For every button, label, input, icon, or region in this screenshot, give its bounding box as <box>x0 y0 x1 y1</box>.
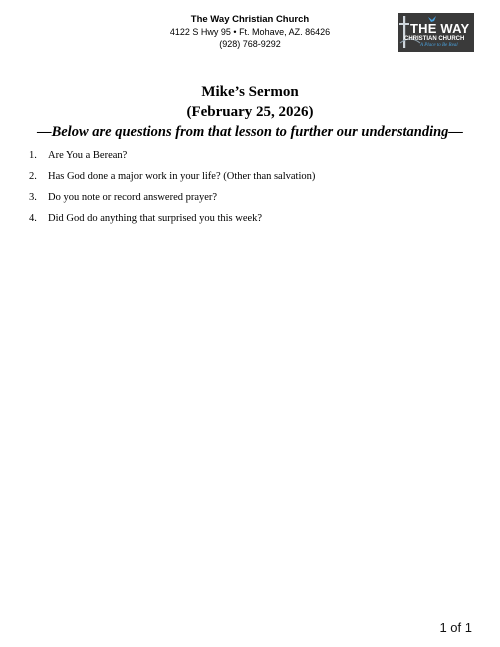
church-name: The Way Christian Church <box>190 14 310 25</box>
question-number: 1. <box>29 150 37 161</box>
sermon-title-block <box>0 82 500 142</box>
page-indicator: 1 of 1 <box>439 620 472 635</box>
list-item <box>29 170 315 191</box>
question-number: 3. <box>29 192 37 203</box>
sermon-subtitle: —Below are questions from that lesson to further our understanding— <box>37 124 463 140</box>
sermon-date: (February 25, 2026) <box>186 104 314 120</box>
question-text: Did God do anything that surprised you this week? <box>48 213 263 224</box>
logo-tagline: A Place to Be Real <box>420 43 458 48</box>
question-text: Are You a Berean? <box>48 150 128 161</box>
question-text: Has God done a major work in your life? (Other than salvation) <box>48 171 316 182</box>
question-text: Do you note or record answered prayer? <box>48 192 218 203</box>
list-item <box>29 212 315 233</box>
logo-title: THE WAY <box>410 21 470 36</box>
question-list <box>29 149 315 233</box>
church-logo <box>398 13 474 52</box>
sermon-title: Mike’s Sermon <box>201 84 299 100</box>
list-item <box>29 149 315 170</box>
church-phone: (928) 768-9292 <box>219 39 281 49</box>
question-number: 4. <box>29 213 37 224</box>
question-number: 2. <box>29 171 37 182</box>
list-item <box>29 191 315 212</box>
logo-subtitle: CHRISTIAN CHURCH <box>404 36 465 42</box>
church-address: 4122 S Hwy 95 • Ft. Mohave, AZ. 86426 <box>169 27 331 37</box>
